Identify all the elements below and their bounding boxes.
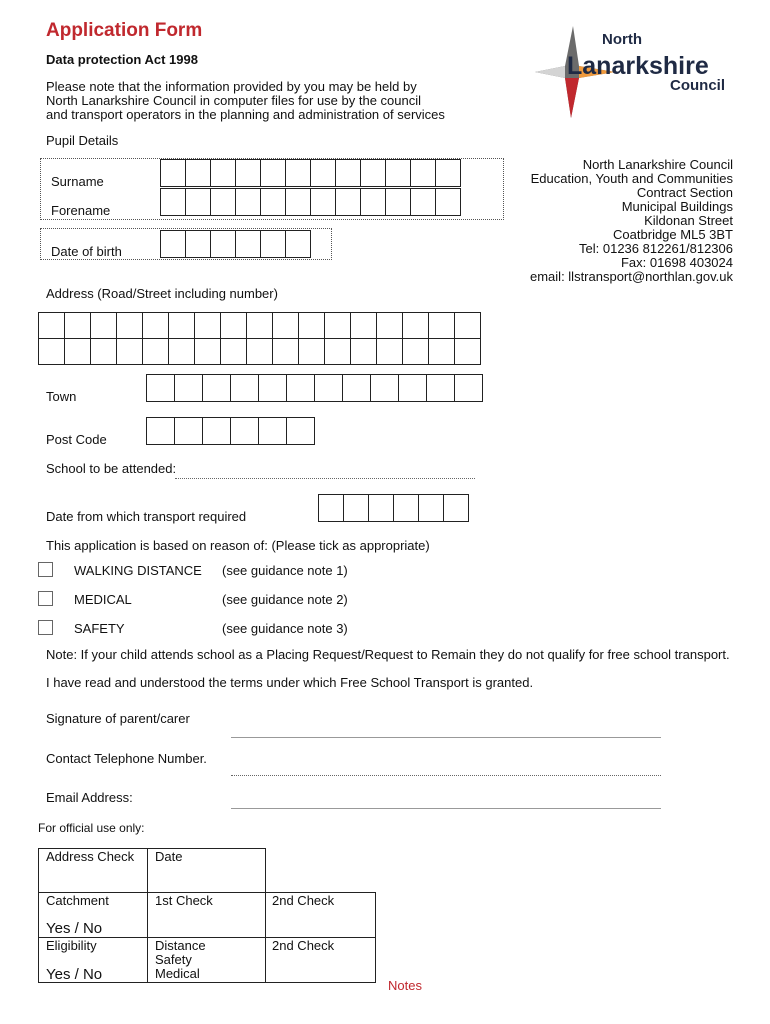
character-box[interactable] (435, 188, 461, 216)
character-box[interactable] (377, 313, 403, 339)
address-grid[interactable] (38, 312, 481, 365)
character-box[interactable] (174, 417, 203, 445)
town-boxes[interactable] (146, 374, 482, 402)
character-box[interactable] (360, 188, 386, 216)
character-box[interactable] (195, 339, 221, 365)
catchment-yes-no: Yes / No (46, 920, 103, 937)
character-box[interactable] (342, 374, 371, 402)
character-box[interactable] (39, 313, 65, 339)
walking-distance-label: WALKING DISTANCE (74, 563, 202, 578)
contact-email: email: llstransport@northlan.gov.uk (530, 269, 733, 284)
character-box[interactable] (65, 339, 91, 365)
medical-criteria-label: Medical (155, 966, 200, 981)
official-use-label: For official use only: (38, 821, 145, 835)
character-box[interactable] (91, 313, 117, 339)
council-contact-block (527, 158, 733, 284)
character-box[interactable] (314, 374, 343, 402)
signature-line[interactable] (231, 737, 661, 738)
character-box[interactable] (258, 374, 287, 402)
character-box[interactable] (160, 159, 186, 187)
privacy-notice-line: and transport operators in the planning and administration of services (46, 107, 445, 122)
logo-text-north: North (602, 31, 642, 48)
safety-label: SAFETY (74, 621, 125, 636)
postcode-label: Post Code (46, 432, 107, 447)
star-logo-icon (505, 22, 735, 122)
character-box[interactable] (258, 417, 287, 445)
character-box[interactable] (343, 494, 369, 522)
character-box[interactable] (235, 159, 261, 187)
character-box[interactable] (385, 188, 411, 216)
character-box[interactable] (377, 339, 403, 365)
forename-boxes[interactable] (160, 188, 460, 216)
character-box[interactable] (247, 339, 273, 365)
character-box[interactable] (310, 188, 336, 216)
character-box[interactable] (143, 339, 169, 365)
town-label: Town (46, 389, 77, 404)
logo-text-lanarkshire: Lanarkshire (567, 52, 709, 80)
contact-line: Education, Youth and Communities (530, 171, 733, 186)
character-box[interactable] (230, 417, 259, 445)
privacy-notice-line: Please note that the information provided by you may be held by (46, 79, 417, 94)
date-label: Date (155, 849, 183, 864)
surname-boxes[interactable] (160, 159, 460, 187)
eligibility-label: Eligibility (46, 938, 97, 953)
character-box[interactable] (260, 188, 286, 216)
character-box[interactable] (260, 230, 286, 258)
character-box[interactable] (455, 339, 481, 365)
character-box[interactable] (185, 159, 211, 187)
character-box[interactable] (385, 159, 411, 187)
walking-distance-checkbox[interactable] (38, 562, 53, 577)
eligibility-yes-no: Yes / No (46, 966, 103, 983)
character-box[interactable] (169, 339, 195, 365)
character-box[interactable] (260, 159, 286, 187)
character-box[interactable] (325, 339, 351, 365)
character-box[interactable] (286, 417, 315, 445)
character-box[interactable] (169, 313, 195, 339)
contact-line: Municipal Buildings (621, 199, 733, 214)
contact-line: Tel: 01236 812261/812306 (579, 241, 733, 256)
character-box[interactable] (285, 188, 311, 216)
contact-line: North Lanarkshire Council (582, 157, 733, 172)
character-box[interactable] (351, 339, 377, 365)
placing-request-note: Note: If your child attends school as a Placing Request/Request to Remain they do not qualify for free school transport. (46, 647, 730, 662)
phone-line[interactable] (231, 775, 661, 776)
form-title: Application Form (46, 20, 203, 41)
character-box[interactable] (351, 313, 377, 339)
forename-label: Forename (51, 203, 111, 218)
distance-label: Distance (155, 938, 206, 953)
school-label: School to be attended: (46, 461, 177, 476)
safety-checkbox[interactable] (38, 620, 53, 635)
privacy-notice-line: North Lanarkshire Council in computer files for use by the council (46, 93, 422, 108)
second-check-label-b: 2nd Check (272, 938, 335, 953)
character-box[interactable] (418, 494, 444, 522)
character-box[interactable] (285, 159, 311, 187)
second-check-label: 2nd Check (272, 893, 335, 908)
dob-label: Date of birth (51, 244, 122, 259)
character-box[interactable] (273, 339, 299, 365)
character-box[interactable] (335, 188, 361, 216)
character-box[interactable] (398, 374, 427, 402)
email-line[interactable] (231, 808, 661, 809)
logo-text-council: Council (670, 77, 725, 94)
character-box[interactable] (429, 339, 455, 365)
council-logo (505, 22, 735, 122)
walking-distance-note: (see guidance note 1) (222, 563, 348, 578)
character-box[interactable] (273, 313, 299, 339)
data-protection-heading: Data protection Act 1998 (46, 52, 198, 67)
character-box[interactable] (202, 374, 231, 402)
contact-line: Contract Section (636, 185, 733, 200)
character-box[interactable] (143, 313, 169, 339)
character-box[interactable] (146, 417, 175, 445)
medical-note: (see guidance note 2) (222, 592, 348, 607)
transport-date-label: Date from which transport required (46, 509, 247, 524)
character-box[interactable] (65, 313, 91, 339)
character-box[interactable] (235, 230, 261, 258)
character-box[interactable] (221, 313, 247, 339)
character-box[interactable] (185, 188, 211, 216)
postcode-boxes[interactable] (146, 417, 314, 445)
first-check-label: 1st Check (155, 893, 213, 908)
character-box[interactable] (455, 313, 481, 339)
character-box[interactable] (195, 313, 221, 339)
character-box[interactable] (426, 374, 455, 402)
address-check-label: Address Check (46, 849, 135, 864)
address-label: Address (Road/Street including number) (46, 286, 278, 301)
signature-label: Signature of parent/carer (46, 711, 190, 726)
character-box[interactable] (443, 494, 469, 522)
character-box[interactable] (310, 159, 336, 187)
medical-label: MEDICAL (74, 592, 132, 607)
school-input-line[interactable] (175, 478, 475, 479)
character-box[interactable] (410, 159, 436, 187)
safety-criteria-label: Safety (155, 952, 192, 967)
character-box[interactable] (285, 230, 311, 258)
contact-line: Coatbridge ML5 3BT (613, 227, 733, 242)
character-box[interactable] (325, 313, 351, 339)
character-box[interactable] (286, 374, 315, 402)
character-box[interactable] (210, 159, 236, 187)
character-box[interactable] (299, 313, 325, 339)
character-box[interactable] (370, 374, 399, 402)
notes-label: Notes (388, 978, 422, 993)
character-box[interactable] (410, 188, 436, 216)
character-box[interactable] (235, 188, 261, 216)
character-box[interactable] (429, 313, 455, 339)
phone-label: Contact Telephone Number. (46, 751, 207, 766)
character-box[interactable] (210, 230, 236, 258)
character-box[interactable] (185, 230, 211, 258)
character-box[interactable] (247, 313, 273, 339)
character-box[interactable] (221, 339, 247, 365)
understood-statement: I have read and understood the terms under which Free School Transport is granted. (46, 675, 534, 690)
catchment-label: Catchment (46, 893, 109, 908)
transport-date-boxes[interactable] (318, 494, 468, 522)
character-box[interactable] (210, 188, 236, 216)
character-box[interactable] (117, 313, 143, 339)
character-box[interactable] (91, 339, 117, 365)
character-box[interactable] (435, 159, 461, 187)
reason-intro: This application is based on reason of: (Please tick as appropriate) (46, 538, 430, 553)
character-box[interactable] (360, 159, 386, 187)
character-box[interactable] (39, 339, 65, 365)
character-box[interactable] (160, 188, 186, 216)
email-label: Email Address: (46, 790, 133, 805)
character-box[interactable] (174, 374, 203, 402)
character-box[interactable] (403, 339, 429, 365)
character-box[interactable] (146, 374, 175, 402)
character-box[interactable] (368, 494, 394, 522)
character-box[interactable] (160, 230, 186, 258)
character-box[interactable] (202, 417, 231, 445)
character-box[interactable] (299, 339, 325, 365)
surname-label: Surname (51, 174, 104, 189)
character-box[interactable] (393, 494, 419, 522)
contact-line: Fax: 01698 403024 (620, 255, 733, 270)
privacy-notice (46, 80, 445, 122)
pupil-details-heading: Pupil Details (46, 133, 119, 148)
dob-boxes[interactable] (160, 230, 310, 258)
character-box[interactable] (335, 159, 361, 187)
medical-checkbox[interactable] (38, 591, 53, 606)
contact-line: Kildonan Street (644, 213, 733, 228)
character-box[interactable] (318, 494, 344, 522)
character-box[interactable] (117, 339, 143, 365)
character-box[interactable] (230, 374, 259, 402)
character-box[interactable] (403, 313, 429, 339)
character-box[interactable] (454, 374, 483, 402)
safety-note: (see guidance note 3) (222, 621, 348, 636)
